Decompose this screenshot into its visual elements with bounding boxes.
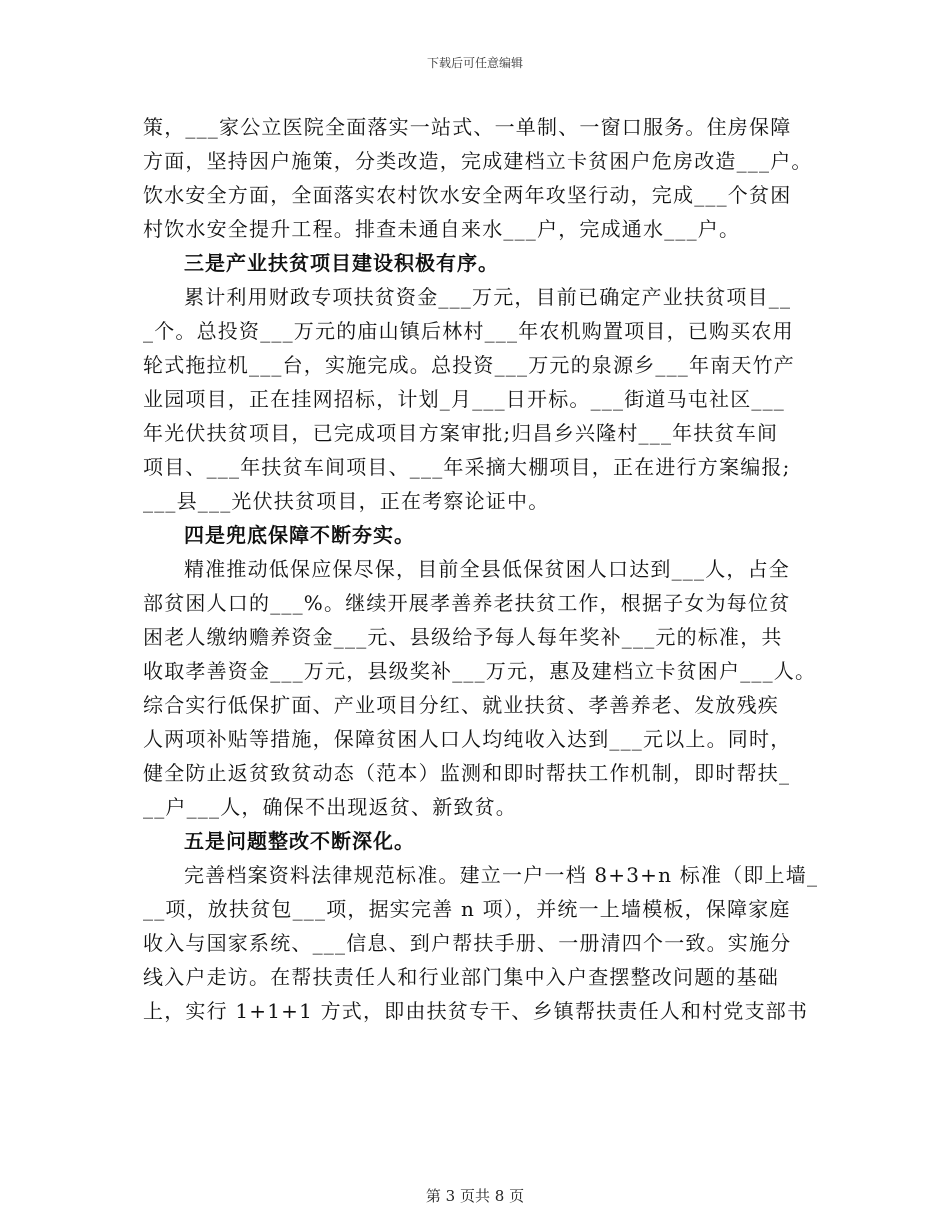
paragraph-line: 收入与国家系统、___信息、到户帮扶手册、一册清四个一致。实施分	[143, 931, 792, 955]
paragraph-line: 业园项目，正在挂网招标，计划_月___日开标。___街道马屯社区___	[143, 387, 785, 411]
paragraph-line: 饮水安全方面，全面落实农村饮水安全两年攻坚行动，完成___个贫困	[143, 183, 792, 207]
paragraph-line: 困老人缴纳赡养资金___元、县级给予每人每年奖补___元的标准，共	[143, 625, 783, 649]
paragraph-line: 线入户走访。在帮扶责任人和行业部门集中入户查摆整改问题的基础	[143, 965, 779, 989]
paragraph-line: __户___人，确保不出现返贫、新致贫。	[143, 795, 517, 819]
document-body	[143, 110, 819, 1028]
paragraph-line: 上，实行 1+1+1 方式，即由扶贫专干、乡镇帮扶责任人和村党支部书	[143, 999, 809, 1023]
section-heading: 三是产业扶贫项目建设积极有序。	[184, 251, 499, 275]
section-heading: 五是问题整改不断深化。	[184, 829, 415, 853]
paragraph-line: 完善档案资料法律规范标准。建立一户一档 8+3+n 标准（即上墙_	[184, 863, 819, 887]
paragraph-line: 项目、___年扶贫车间项目、___年采摘大棚项目，正在进行方案编报;	[143, 455, 791, 479]
paragraph-line: __项，放扶贫包___项，据实完善 n 项），并统一上墙模板，保障家庭	[143, 897, 791, 921]
section-heading: 四是兜底保障不断夯实。	[184, 523, 415, 547]
paragraph-line: 方面，坚持因户施策，分类改造，完成建档立卡贫困户危房改造___户。	[143, 149, 813, 173]
paragraph-line: 策，___家公立医院全面落实一站式、一单制、一窗口服务。住房保障	[143, 115, 792, 139]
page-footer: 第 3 页共 8 页	[425, 1187, 525, 1205]
paragraph-line: ___县___光伏扶贫项目，正在考察论证中。	[143, 489, 550, 513]
paragraph-line: 村饮水安全提升工程。排查未通自来水___户，完成通水___户。	[143, 217, 741, 241]
paragraph-line: 精准推动低保应保尽保，目前全县低保贫困人口达到___人，占全	[184, 557, 790, 581]
paragraph-line: 累计利用财政专项扶贫资金___万元，目前已确定产业扶贫项目__	[184, 285, 792, 309]
paragraph-line: 健全防止返贫致贫动态（范本）监测和即时帮扶工作机制，即时帮扶_	[143, 761, 791, 785]
paragraph-line: _个。总投资___万元的庙山镇后林村___年农机购置项目，已购买农用	[143, 319, 794, 343]
paragraph-line: 轮式拖拉机___台，实施完成。总投资___万元的泉源乡___年南天竹产	[143, 353, 795, 377]
paragraph-line: 部贫困人口的___%。继续开展孝善养老扶贫工作，根据子女为每位贫	[143, 591, 791, 615]
paragraph-line: 收取孝善资金___万元，县级奖补___万元，惠及建档立卡贫困户___人。	[143, 659, 817, 683]
paragraph-line: 人两项补贴等措施，保障贫困人口人均纯收入达到___元以上。同时，	[143, 727, 792, 751]
paragraph-line: 综合实行低保扩面、产业项目分红、就业扶贫、孝善养老、发放残疾	[143, 693, 779, 717]
page-header: 下载后可任意编辑	[426, 56, 523, 70]
paragraph-line: 年光伏扶贫项目，已完成项目方案审批;归昌乡兴隆村___年扶贫车间	[143, 421, 779, 445]
